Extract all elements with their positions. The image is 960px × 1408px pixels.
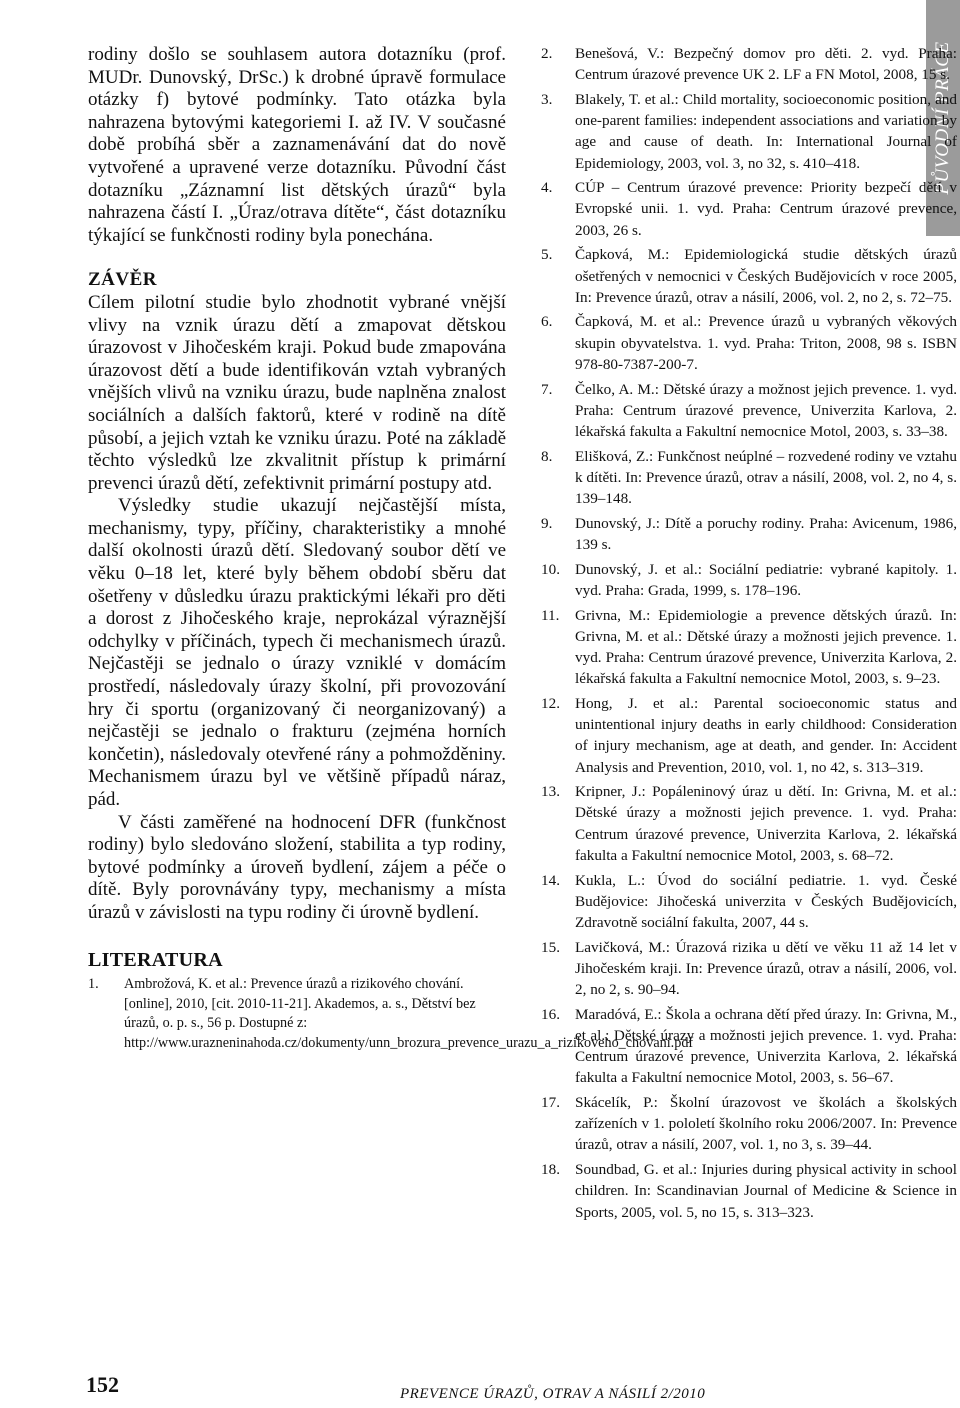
reference-number: 2.	[541, 45, 553, 62]
reference-text: Kukla, L.: Úvod do sociální pediatrie. 1. vyd. České Budějovice: Jihočeská univerzita v Českých Budějovicích, Zdravotně sociální fakulta, 2007, 44 s.	[575, 871, 957, 931]
conclusion-paragraph: V části zaměřené na hodnocení DFR (funkčnost rodiny) bylo sledováno složení, stabilita a typ rodiny, bytové podmínky a úroveň bydlení, zájem a péče o dítě. Byly porovnávány typy, mechanismy a místa úrazů v závislosti na typu rodiny či úrovně bydlení.	[88, 811, 506, 923]
reference-text: Skácelík, P.: Školní úrazovost ve školách a školských zařízeních v 1. pololetí školního roku 2006/2007. In: Prevence úrazů, otrav a násilí, 2007, vol. 1, no 3, s. 39–44.	[575, 1094, 957, 1154]
journal-footer: PREVENCE ÚRAZŮ, OTRAV A NÁSILÍ 2/2010	[400, 1386, 706, 1402]
reference-item	[541, 781, 957, 866]
reference-number: 16.	[541, 1005, 560, 1023]
reference-item	[541, 1092, 957, 1156]
reference-text: Grivna, M.: Epidemiologie a prevence dětských úrazů. In: Grivna, M. et al.: Dětské úrazy a možnosti jejich prevence. 1. vyd. Praha: Centrum úrazové prevence, Univerzita Karlova, 2. lékařská fakulta a Fakultní nemocnice Motol, 2003, s. 9–23.	[575, 606, 957, 688]
reference-text: Elišková, Z.: Funkčnost neúplné – rozvedené rodiny ve vztahu k dítěti. In: Prevence úrazů, otrav a násilí, 2008, vol. 2, no 4, s. 139–148.	[575, 447, 957, 508]
reference-number: 7.	[541, 380, 553, 398]
reference-item	[541, 513, 957, 555]
reference-item	[541, 244, 957, 308]
reference-text: Soundbad, G. et al.: Injuries during physical activity in school children. In: Scandinavian Journal of Medicine & Science in Sports, 2005, vol. 5, no 15, s. 313–323.	[575, 1161, 957, 1221]
reference-text: Dunovský, J. et al.: Sociální pediatrie: vybrané kapitoly. 1. vyd. Praha: Grada, 1999, s. 178–196.	[575, 560, 957, 599]
reference-item	[541, 89, 957, 174]
reference-text: CÚP – Centrum úrazové prevence: Priority bezpečí dětí v Evropské unii. 1. vyd. Praha: Centrum úrazové prevence, 2003, 26 s.	[575, 179, 957, 239]
reference-text: Benešová, V.: Bezpečný domov pro děti. 2. vyd. Praha: Centrum úrazové prevence UK 2. LF a FN Motol, 2008, 15 s.	[575, 45, 957, 84]
reference-text: Hong, J. et al.: Parental socioeconomic status and unintentional injury deaths in early childhood: Consideration of injury mechanism, age at death, and gender. In: Accident Analysis and Prevention, 2010, vol. 1, no 42, s. 313–319.	[575, 694, 957, 776]
reference-item	[541, 1004, 957, 1089]
section-label-text: PŮVODNÍ PRÁCE	[932, 41, 953, 195]
reference-text: Kripner, J.: Popáleninový úraz u dětí. In: Grivna, M. et al.: Dětské úrazy a možnosti jejich prevence. 1. vyd. Praha: Centrum úrazové prevence, Univerzita Karlova, 2. lékařská fakulta a Fakultní nemocnice Motol, 2003, s. 68–72.	[575, 783, 957, 864]
reference-text: Maradóvá, E.: Škola a ochrana dětí před úrazy. In: Grivna, M., et al.: Dětské úrazy a možnosti jejich prevence. 1. vyd. Praha: Centrum úrazové prevence, Univerzita Karlova, 2. lékařská fakulta a Fakultní nemocnice Motol, 2003, s. 56–67.	[575, 1005, 957, 1087]
reference-number: 10.	[541, 560, 560, 578]
reference-item	[541, 870, 957, 934]
reference-number: 4.	[541, 179, 553, 197]
reference-item	[541, 1159, 957, 1223]
reference-item	[541, 559, 957, 601]
reference-number: 5.	[541, 246, 553, 264]
conclusion-paragraph: Výsledky studie ukazují nejčastější místa, mechanismy, typy, příčiny, charakteristiky a mnohé další okolnosti úrazů dětí. Sledovaný soubor dětí ve věku 0–18 let, které byly během období sběru dat ošetřeny v důsledku úrazu praktickými lékaři pro děti a dorost z Jihočeského kraje, neprokázal výraznější odchylky v příčinách, typech či mechanismech úrazů. Nejčastěji se jednalo o úrazy vzniklé v domácím prostředí, následovaly úrazy školní, při provozování hry či sportu (organizovaný či neorganizovaný) a nejčastěji se jednalo o frakturu (zejména horních končetin), následovaly otevřené rány a pohmožděniny. Mechanismem úrazu byl ve většině případů náraz, pád.	[88, 495, 506, 810]
conclusion-heading: ZÁVĚR	[88, 269, 158, 291]
reference-number: 9.	[541, 514, 553, 532]
reference-number: 15.	[541, 938, 560, 956]
reference-item	[541, 43, 957, 85]
page-number: 152	[86, 1372, 119, 1397]
reference-text: Lavičková, M.: Úrazová rizika u dětí ve věku 11 až 14 let v Jihočeském kraji. In: Prevence úrazů, otrav a násilí, 2006, vol. 2, no 2, s. 90–94.	[575, 938, 957, 999]
intro-paragraph: rodiny došlo se souhlasem autora dotazníku (prof. MUDr. Dunovský, DrSc.) k drobné úpravě formulace otázky f) bytové podmínky. Tato otázka byla nahrazena bytovými kategoriemi I. až IV. V současné době probíhá sběr a zaznamenávání dat do nově vytvořené a upravené verze dotazníku. Původní část dotazníku „Záznamní list dětských úrazů“ byla nahrazena částí I. „Úraz/otrava dítěte“, část dotazníku týkající se funkčnosti rodiny byla ponechána.	[88, 44, 506, 246]
reference-number: 17.	[541, 1094, 560, 1112]
reference-text: Blakely, T. et al.: Child mortality, socioeconomic position, and one-parent families: independent associations and variation by age and cause of death. In: International Journal of Epidemiology, 2003, vol. 3, no 32, s. 410–418.	[575, 90, 957, 172]
reference-number: 1.	[88, 976, 99, 993]
reference-text: Čelko, A. M.: Dětské úrazy a možnost jejich prevence. 1. vyd. Praha: Centrum úrazové prevence, Univerzita Karlova, 2. lékařská fakulta a Fakultní nemocnice Motol, 2003, s. 33–38.	[575, 380, 957, 440]
reference-number: 6.	[541, 313, 553, 331]
reference-item	[541, 937, 957, 1001]
reference-item	[541, 693, 957, 778]
reference-number: 14.	[541, 871, 560, 889]
reference-item	[541, 446, 957, 510]
reference-number: 12.	[541, 694, 560, 712]
reference-number: 18.	[541, 1161, 560, 1179]
reference-item	[541, 605, 957, 690]
reference-list-right	[541, 43, 957, 1223]
right-column	[541, 43, 957, 1226]
reference-item	[541, 177, 957, 241]
reference-text: Čapková, M. et al.: Prevence úrazů u vybraných věkových skupin obyvatelstva. 1. vyd. Praha: Triton, 2008, 98 s. ISBN 978-80-7387-200-7.	[575, 313, 957, 373]
reference-number: 11.	[541, 606, 560, 624]
reference-number: 13.	[541, 783, 560, 801]
reference-text: Ambrožová, K. et al.: Prevence úrazů a rizikového chování. [online], 2010, [cit. 2010-11-21]. Akademos, a. s., Dětství bez úrazů, o. p. s., 56 p. Dostupné z: http://www.urazneninahoda.cz/dokumenty/unn_brozura_prevence_urazu_a_rizikoveho_chovani.pdf	[124, 976, 694, 1051]
conclusion-paragraph: Cílem pilotní studie bylo zhodnotit vybrané vnější vlivy na vznik úrazu dětí a zmapovat dětskou úrazovost v Jihočeském kraji. Pokud bude zmapována úrazovost dětí a bude identifikován vztah vybraných vnějších vlivů na vzniku úrazu, bude naplněna znalost sociálních a dalších faktorů, které v rodině na dítě působí, a jejich vztah ke vzniku úrazu. Poté na základě těchto výsledků lze zkvalitnit přístup k primární prevenci úrazů dětí, zefektivnit primární postupy atd.	[88, 291, 506, 494]
reference-item	[541, 311, 957, 375]
literature-heading: LITERATURA	[88, 948, 223, 971]
reference-text: Čapková, M.: Epidemiologická studie dětských úrazů ošetřených v nemocnici v Českých Budějovicích v roce 2005, In: Prevence úrazů, otrav a násilí, 2006, vol. 2, no 2, s. 72–75.	[575, 246, 957, 306]
reference-text: Dunovský, J.: Dítě a poruchy rodiny. Praha: Avicenum, 1986, 139 s.	[575, 514, 957, 553]
reference-number: 3.	[541, 90, 553, 108]
reference-number: 8.	[541, 447, 553, 465]
reference-item	[541, 379, 957, 443]
